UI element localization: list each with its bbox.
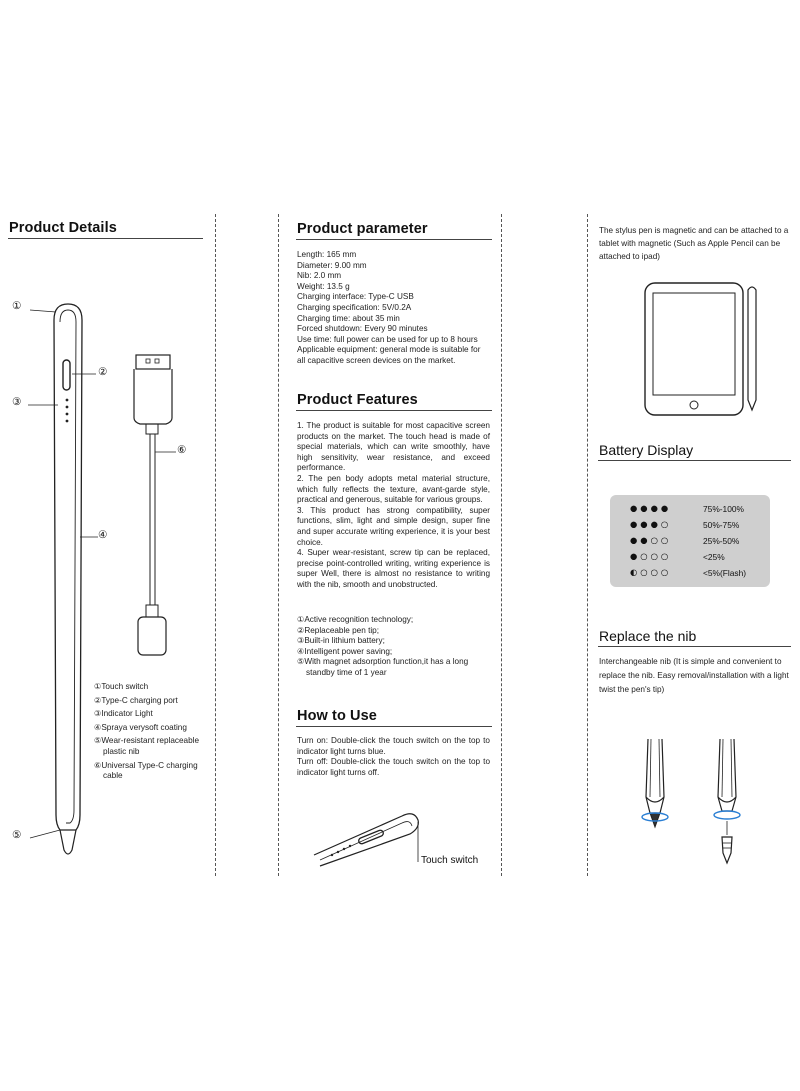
legend-item: ④Spraya verysoft coating: [94, 722, 187, 732]
divider-4: [587, 214, 588, 876]
param-line: all capacitive screen devices on the market.: [297, 355, 456, 365]
battery-dots: ●●●○: [630, 519, 672, 529]
param-line: Charging time: about 35 min: [297, 313, 400, 323]
feature-item: ①Active recognition technology;: [297, 615, 414, 624]
divider-2: [278, 214, 279, 876]
legend-item: ③Indicator Light: [94, 709, 153, 719]
feature-item: standby time of 1 year: [306, 667, 387, 677]
legend-item: cable: [103, 771, 123, 781]
stylus-illustration: [0, 290, 215, 870]
features-text: [297, 421, 490, 591]
nib-text: Interchangeable nib (It is simple and convenient to replace the nib. Easy removal/installation with a light twist the pen's tip): [599, 657, 789, 694]
battery-level: <25%: [703, 552, 725, 562]
battery-title: Battery Display: [599, 442, 694, 458]
nib-rule: [598, 646, 791, 647]
divider-3: [501, 214, 502, 876]
callout-5: ⑤: [12, 829, 22, 841]
indicator-dot: [66, 420, 69, 423]
magnetic-text: The stylus pen is magnetic and can be attached to a tablet with magnetic (Such as Apple Pencil can be attached to ipad): [599, 226, 789, 261]
indicator-dot: [66, 399, 69, 402]
parameter-rule: [296, 239, 492, 240]
battery-rule: [598, 460, 791, 461]
details-title: Product Details: [9, 220, 117, 236]
parameter-title: Product parameter: [297, 221, 428, 237]
features-title: Product Features: [297, 392, 418, 408]
param-line: Weight: 13.5 g: [297, 281, 350, 291]
legend-item: ①Touch switch: [94, 682, 149, 691]
callout-3: ③: [12, 396, 22, 408]
battery-dots: ◐○○○: [630, 567, 672, 577]
parameter-list: [297, 250, 480, 367]
feature-paragraph: 4. Super wear-resistant, screw tip can be replaced, precise point-controlled writing, writing experience is super Well, there is almost no resistance to writing with the nib, smooth and unobstructed.: [297, 548, 490, 589]
tablet-screen: [653, 293, 735, 395]
legend-item: plastic nib: [103, 746, 140, 756]
battery-row: [630, 551, 770, 565]
detached-nib: [722, 837, 732, 863]
param-line: Charging interface: Type-C USB: [297, 292, 414, 302]
param-line: Length: 165 mm: [297, 250, 357, 259]
legend-item: ⑥Universal Type-C charging: [94, 760, 198, 770]
nib-illustration: [610, 735, 780, 875]
feature-item: ⑤With magnet adsorption function,it has a long: [297, 657, 469, 667]
param-line: Applicable equipment: general mode is suitable for: [297, 345, 481, 355]
param-line: Charging specification: 5V/0.2A: [297, 302, 412, 312]
battery-level: <5%(Flash): [703, 568, 747, 578]
divider-1: [215, 214, 216, 876]
battery-level: 75%-100%: [703, 504, 744, 514]
touch-switch-illustration: [310, 800, 430, 870]
param-line: Forced shutdown: Every 90 minutes: [297, 324, 428, 334]
home-button-icon: [690, 401, 698, 409]
pencil-icon: [748, 287, 756, 410]
feature-paragraph: 1. The product is suitable for most capacitive screen products on the market. The touch head is made of special materials, which can write smoothly, have high sensitivity, wear resistance, and exceed performance.: [297, 421, 490, 473]
callout-4: ④: [98, 529, 108, 541]
rotate-arrow-icon: [714, 811, 740, 819]
feature-item: ④Intelligent power saving;: [297, 646, 393, 656]
tablet-illustration: [640, 280, 770, 420]
battery-dots: ●●●●: [630, 503, 672, 513]
usb-plug: [134, 369, 172, 424]
typec-plug: [138, 617, 166, 655]
details-rule: [8, 238, 203, 239]
howto-paragraph: Turn off: Double-click the touch switch on the top to indicator light turns off.: [297, 757, 490, 777]
legend-item: ②Type-C charging port: [94, 695, 178, 705]
callout-2: ②: [98, 366, 108, 378]
battery-row: [630, 567, 770, 581]
battery-level: 50%-75%: [703, 520, 740, 530]
usb-connector: [136, 355, 170, 369]
howto-text: [297, 736, 490, 778]
charging-port-icon: [63, 360, 70, 390]
details-legend: [94, 682, 199, 782]
feature-paragraph: 2. The pen body adopts metal material structure, which fully reflects the texture, avant-garde style, practical and generous, suitable for various groups.: [297, 473, 490, 505]
battery-row: [630, 535, 770, 549]
nib-title: Replace the nib: [599, 628, 697, 644]
howto-rule: [296, 726, 492, 727]
indicator-dot: [66, 413, 69, 416]
legend-item: ⑤Wear-resistant replaceable: [94, 736, 200, 746]
stylus-nib: [60, 830, 76, 854]
howto-title: How to Use: [297, 708, 377, 724]
battery-row: [630, 519, 770, 533]
touch-switch-label: Touch switch: [421, 855, 479, 866]
param-line: Nib: 2.0 mm: [297, 271, 342, 281]
features-list: [297, 615, 468, 679]
battery-dots: ●●○○: [630, 535, 672, 545]
battery-row: [630, 503, 770, 517]
battery-dots: ●○○○: [630, 551, 672, 561]
battery-panel: [610, 495, 770, 587]
feature-item: ③Built-in lithium battery;: [297, 636, 385, 646]
battery-level: 25%-50%: [703, 536, 740, 546]
howto-paragraph: Turn on: Double-click the touch switch on the top to indicator light turns blue.: [297, 736, 490, 756]
callout-6: ⑥: [177, 444, 187, 456]
stylus-body: [54, 304, 82, 830]
param-line: Diameter: 9.00 mm: [297, 260, 367, 270]
feature-item: ②Replaceable pen tip;: [297, 625, 379, 635]
callout-1: ①: [12, 300, 22, 312]
features-rule: [296, 410, 492, 411]
param-line: Use time: full power can be used for up to 8 hours: [297, 334, 478, 344]
indicator-dot: [66, 406, 69, 409]
feature-paragraph: 3. This product has strong compatibility, super functions, slim, light and simple design, super fine and super accurate writing experience, it is your best choice.: [297, 505, 490, 547]
